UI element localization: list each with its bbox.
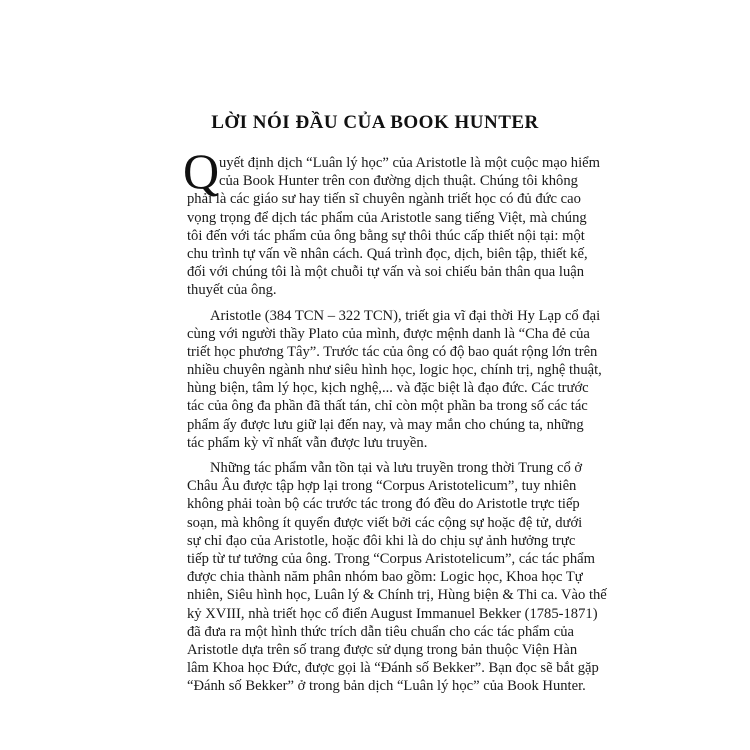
text-line: chu trình tự vấn về nhân cách. Quá trình đọc, dịch, biên tập, thiết kế, bbox=[187, 245, 588, 262]
text-line: “Đánh số Bekker” ở trong bản dịch “Luân lý học” của Book Hunter. bbox=[187, 678, 586, 695]
text-line: sự chỉ đạo của Aristotle, hoặc đôi khi là do chịu sự ảnh hưởng trực bbox=[187, 532, 576, 549]
text-line: đối với chúng tôi là một chuỗi tự vấn và soi chiếu bản thân qua luận bbox=[187, 264, 585, 281]
text-line: Những tác phẩm vẫn tồn tại và lưu truyền trong thời Trung cổ ở bbox=[210, 460, 583, 476]
paragraph bbox=[187, 459, 607, 695]
text-line: hùng biện, tâm lý học, kịch nghệ,... và đặc biệt là đạo đức. Các trước bbox=[187, 380, 589, 397]
text-line: Châu Âu được tập hợp lại trong “Corpus Aristotelicum”, tuy nhiên bbox=[187, 478, 577, 495]
text-line: không phải toàn bộ các trước tác trong đó đều do Aristotle trực tiếp bbox=[187, 496, 580, 513]
text-line: của Book Hunter trên con đường dịch thuật. Chúng tôi không bbox=[219, 173, 578, 190]
text-line: cùng với người thầy Plato của mình, được mệnh danh là “Cha đẻ của bbox=[187, 325, 590, 342]
text-line: được chia thành năm phân nhóm bao gồm: Logic học, Khoa học Tự bbox=[187, 569, 583, 586]
body-text bbox=[183, 143, 607, 702]
text-line: tôi đến với tác phẩm của ông bằng sự thôi thúc cấp thiết nội tại: một bbox=[187, 227, 585, 244]
text-line: đã đưa ra một hình thức trích dẫn tiêu chuẩn cho các tác phẩm của bbox=[187, 623, 574, 640]
page-title: LỜI NÓI ĐẦU CỦA BOOK HUNTER bbox=[211, 112, 539, 133]
text-line: tác phẩm kỳ vĩ nhất vẫn được lưu truyền. bbox=[187, 434, 428, 451]
text-line: phẩm ấy được lưu giữ lại đến nay, và may mắn cho chúng ta, những bbox=[187, 416, 584, 433]
text-line: lâm Khoa học Đức, được gọi là “Đánh số Bekker”. Bạn đọc sẽ bắt gặp bbox=[187, 660, 599, 677]
text-line: nhiều chuyên ngành như siêu hình học, logic học, chính trị, nghệ thuật, bbox=[187, 362, 602, 379]
text-line: tiếp từ tư tưởng của ông. Trong “Corpus Aristotelicum”, các tác phẩm bbox=[187, 550, 595, 567]
text-line: phải là các giáo sư hay tiến sĩ chuyên ngành triết học có đủ đức cao bbox=[187, 191, 581, 208]
text-line: vọng trọng để dịch tác phẩm của Aristotle sang tiếng Việt, mà chúng bbox=[187, 209, 587, 226]
text-line: Aristotle dựa trên số trang được sử dụng trong bản thuộc Viện Hàn bbox=[187, 641, 578, 658]
text-line: tác của ông đa phần đã thất tán, chỉ còn một phần ba trong số các tác bbox=[187, 398, 588, 415]
text-line: kỷ XVIII, nhà triết học cổ điển August Immanuel Bekker (1785-1871) bbox=[187, 605, 598, 622]
paragraph bbox=[187, 307, 602, 453]
text-line: Aristotle (384 TCN – 322 TCN), triết gia vĩ đại thời Hy Lạp cổ đại bbox=[210, 307, 601, 324]
text-line: uyết định dịch “Luân lý học” của Aristotle là một cuộc mạo hiểm bbox=[219, 155, 600, 171]
drop-cap: Q bbox=[183, 143, 220, 199]
text-line: thuyết của ông. bbox=[187, 282, 277, 299]
text-line: nhiên, Siêu hình học, Luân lý & Chính trị, Hùng biện & Thi ca. Vào thế bbox=[187, 587, 607, 604]
paragraph bbox=[183, 143, 600, 300]
text-line: triết học phương Tây”. Trước tác của ông có độ bao quát rộng lớn trên bbox=[187, 343, 598, 360]
text-line: soạn, mà không ít quyển được viết bởi các cộng sự hoặc đệ tử, dưới bbox=[187, 514, 583, 531]
